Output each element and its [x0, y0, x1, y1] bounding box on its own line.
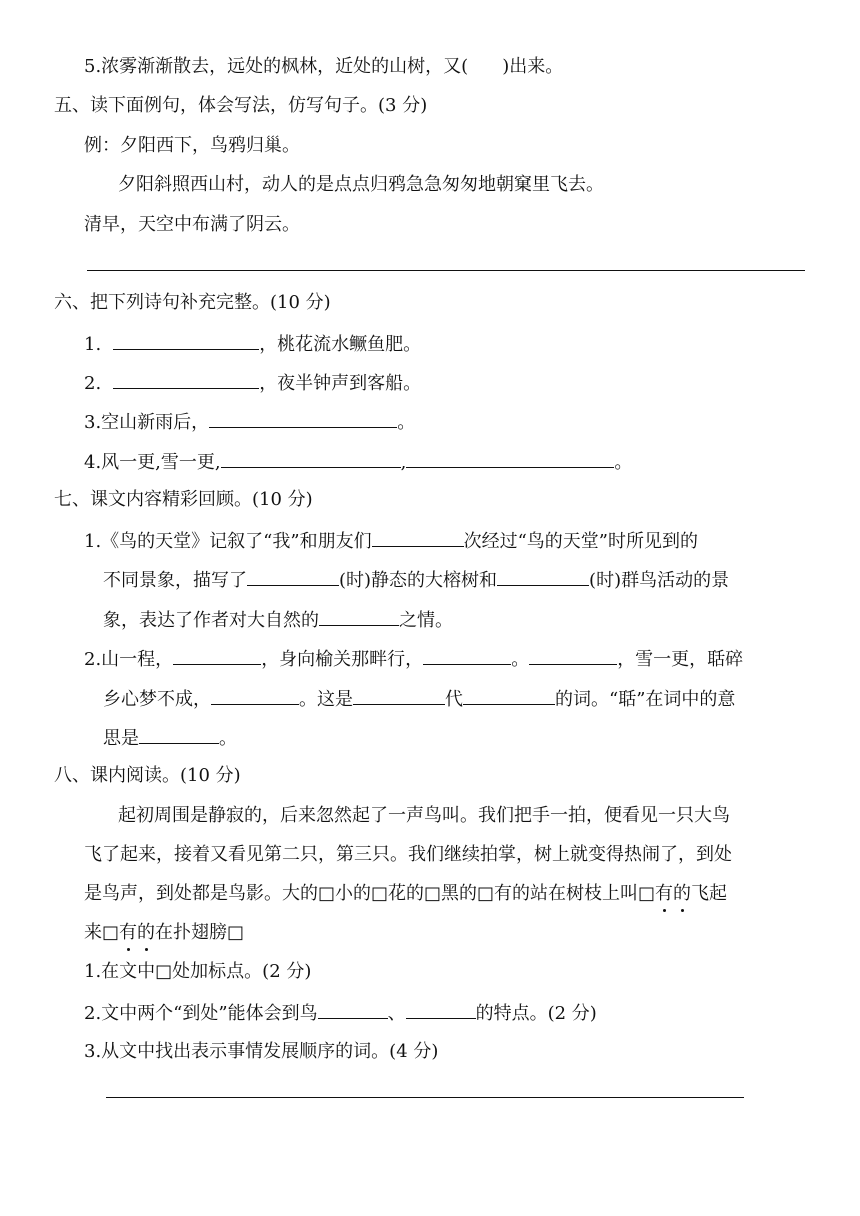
recall-2-line-2: [103, 686, 735, 712]
passage-line-4-end: 在扑翅膀□: [155, 922, 245, 943]
passage-line-4: [84, 921, 244, 945]
recall-1-text-b: 次经过“鸟的天堂”时所见到的: [463, 531, 698, 552]
reading-q2-blank-1[interactable]: [318, 1000, 388, 1019]
recall-1-blank-count[interactable]: [372, 528, 464, 547]
recall-1-text-f: 象，表达了作者对大自然的: [103, 610, 319, 631]
poem-1-text: ，桃花流水鳜鱼肥。: [259, 334, 422, 355]
recall-2-text-f: 。这是: [299, 689, 353, 710]
section-5-example-sentence: 夕阳斜照西山村，动人的是点点归鸦急急匆匆地朝窠里飞去。: [118, 174, 604, 195]
passage-line-3-end: 飞起: [691, 883, 728, 904]
recall-2-text-e: 乡心梦不成，: [103, 689, 211, 710]
poem-4-text: 4.风一更,雪一更,: [84, 452, 221, 473]
reading-question-3: 3.从文中找出表示事情发展顺序的词。(4 分): [84, 1041, 439, 1062]
recall-2-text-d: ，雪一更，聒碎: [617, 649, 744, 670]
recall-2-text-a: 2.山一程，: [84, 649, 174, 670]
passage-line-3-text: 是鸟声，到处都是鸟影。大的□小的□花的□黑的□有的站在树枝上叫□: [84, 883, 656, 904]
recall-2-text-i: 思是: [103, 728, 139, 749]
section-5-heading: 五、读下面例句，体会写法，仿写句子。(3 分): [54, 95, 428, 116]
passage-line-2: 飞了起来，接着又看见第二只，第三只。我们继续拍掌，树上就变得热闹了，到处: [84, 844, 732, 865]
recall-2-text-h: 的词。“聒”在词中的意: [555, 689, 736, 710]
recall-2-line-3: [103, 725, 237, 751]
reading-q2-sep: 、: [387, 1003, 406, 1024]
poem-3-text: 3.空山新雨后，: [84, 412, 210, 433]
q5-text-start: 5.浓雾渐渐散去，远处的枫林，近处的山树，又(: [84, 56, 469, 77]
recall-1-text-g: 之情。: [399, 610, 453, 631]
passage-line-3: [84, 882, 727, 906]
poem-line-3: [84, 409, 415, 435]
recall-1-blank-feeling[interactable]: [319, 607, 399, 626]
recall-1-text-e: (时)群鸟活动的景: [589, 570, 730, 591]
recall-2-text-b: ，身向榆关那畔行，: [261, 649, 424, 670]
poem-1-blank[interactable]: [113, 331, 259, 350]
poem-2-text: ，夜半钟声到客船。: [259, 373, 422, 394]
recall-2-blank-4[interactable]: [211, 686, 299, 705]
recall-2-blank-dynasty[interactable]: [353, 686, 445, 705]
poem-2-blank[interactable]: [113, 370, 259, 389]
section-7-heading: 七、课文内容精彩回顾。(10 分): [54, 489, 313, 510]
poem-3-blank[interactable]: [209, 409, 397, 428]
section-5-example-label: 例：夕阳西下，鸟鸦归巢。: [84, 135, 300, 156]
poem-3-end: 。: [397, 412, 416, 433]
poem-4-blank-1[interactable]: [221, 449, 401, 468]
poem-4-blank-2[interactable]: [406, 449, 614, 468]
section-5-prompt: 清早，天空中布满了阴云。: [84, 214, 300, 235]
reading-q2-text-c: 的特点。(2 分): [475, 1003, 597, 1024]
section-5-answer-line[interactable]: [87, 270, 805, 271]
recall-1-line-3: [103, 607, 453, 633]
passage-line-4-start: 来□: [84, 922, 120, 943]
recall-1-line-2: [103, 567, 729, 593]
section-6-heading: 六、把下列诗句补充完整。(10 分): [54, 292, 331, 313]
recall-2-blank-1[interactable]: [173, 646, 261, 665]
poem-line-2: [84, 370, 421, 396]
recall-2-blank-3[interactable]: [529, 646, 617, 665]
recall-2-text-c: 。: [511, 649, 530, 670]
emphasis-char: 的: [673, 883, 692, 904]
section-8-heading: 八、课内阅读。(10 分): [54, 765, 241, 786]
question-5: [84, 55, 563, 79]
recall-1-text-a: 1.《鸟的天堂》记叙了“我”和朋友们: [84, 531, 372, 552]
passage-line-1: 起初周围是静寂的，后来忽然起了一声鸟叫。我们把手一拍，便看见一只大鸟: [118, 805, 730, 826]
emphasis-char: 有: [119, 922, 138, 943]
poem-4-end: 。: [614, 452, 633, 473]
recall-1-blank-time-1[interactable]: [247, 567, 339, 586]
emphasis-char: 有: [655, 883, 674, 904]
recall-1-line-1: [84, 528, 698, 554]
emphasis-char: 的: [137, 922, 156, 943]
recall-2-text-g: 代: [445, 689, 463, 710]
poem-line-1: [84, 331, 421, 357]
reading-q3-answer-line[interactable]: [106, 1097, 744, 1098]
recall-2-text-j: 。: [219, 728, 237, 749]
reading-q2-blank-2[interactable]: [406, 1000, 476, 1019]
poem-4-comma: ,: [400, 452, 407, 473]
recall-1-blank-time-2[interactable]: [497, 567, 589, 586]
recall-1-text-d: (时)静态的大榕树和: [339, 570, 498, 591]
poem-1-number: 1.: [84, 334, 102, 355]
reading-q2-text-a: 2.文中两个“到处”能体会到鸟: [84, 1003, 318, 1024]
q5-text-end: )出来。: [502, 56, 564, 77]
poem-2-number: 2.: [84, 373, 102, 394]
recall-2-blank-2[interactable]: [423, 646, 511, 665]
recall-2-line-1: [84, 646, 743, 672]
recall-2-blank-meaning[interactable]: [139, 725, 219, 744]
recall-2-blank-author[interactable]: [463, 686, 555, 705]
reading-question-2: [84, 1000, 597, 1026]
recall-1-text-c: 不同景象，描写了: [103, 570, 247, 591]
poem-line-4: [84, 449, 632, 475]
reading-question-1: 1.在文中□处加标点。(2 分): [84, 961, 312, 982]
